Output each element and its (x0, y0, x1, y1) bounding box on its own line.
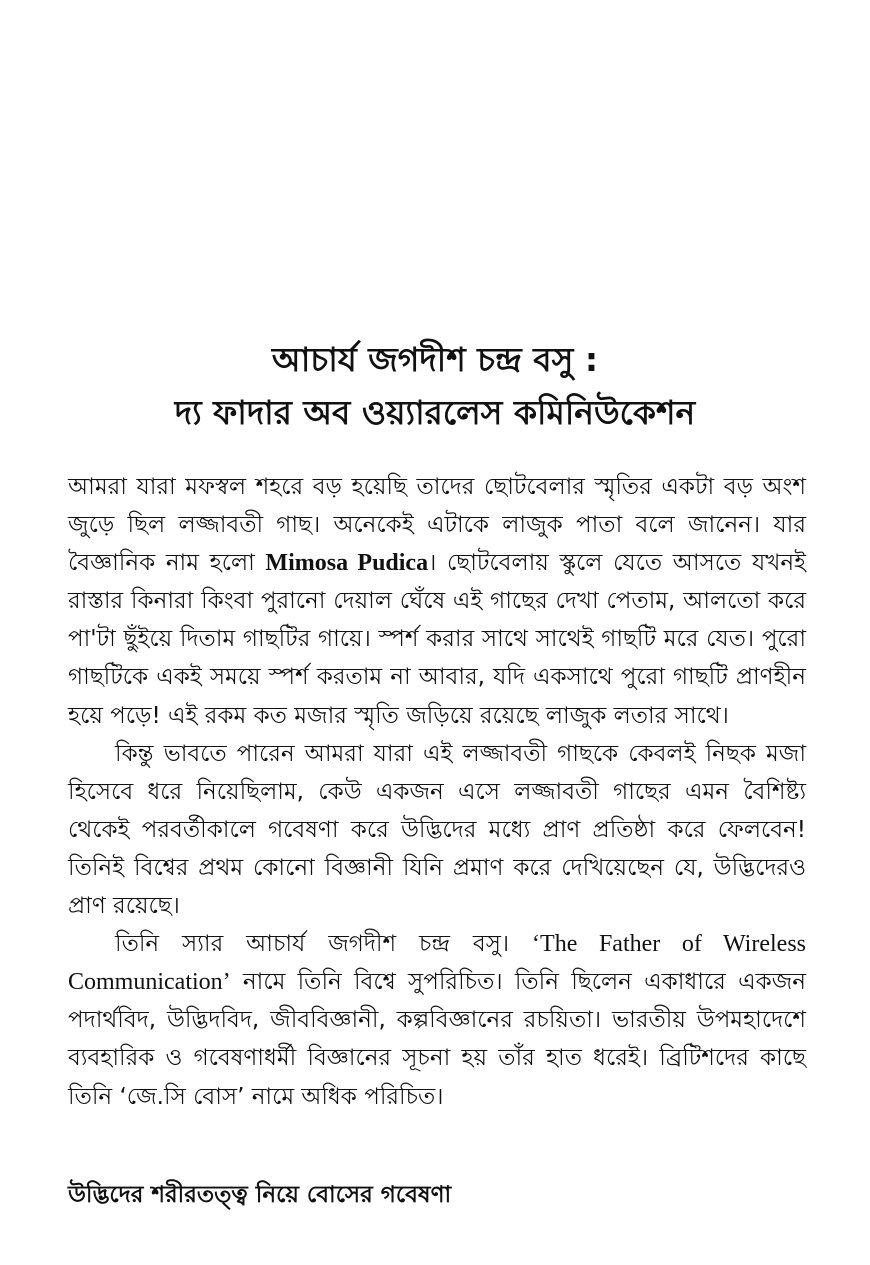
paragraph-1 (68, 468, 806, 735)
english-title-quote: ‘The Father of Wireless Communication’ (68, 931, 806, 996)
section-subheading: উদ্ভিদের শরীরতত্ত্ব নিয়ে বোসের গবেষণা (68, 1182, 452, 1208)
paragraph-3 (68, 925, 806, 1115)
chapter-title-line-2: দ্য ফাদার অব ওয়্যারলেস কমিনিউকেশন (174, 393, 696, 432)
body-text (68, 468, 806, 1116)
paragraph-3-text-a: তিনি স্যার আচার্য জগদীশ চন্দ্র বসু। (115, 931, 533, 958)
chapter-title-line-1: আচার্য জগদীশ চন্দ্র বসু : (271, 340, 599, 379)
paragraph-3-text-b: নামে তিনি বিশ্বে সুপরিচিত। তিনি ছিলেন একাধারে একজন পদার্থবিদ, উদ্ভিদবিদ, জীববিজ্ঞানী, কল্পবিজ্ঞানের রচয়িতা। ভারতীয় উপমহাদেশে ব্যবহারিক ও গবেষণাধর্মী বিজ্ঞানের সূচনা হয় তাঁর হাত ধরেই। ব্রিটিশদের কাছে তিনি ‘জে.সি বোস’ নামে অধিক পরিচিত। (68, 969, 806, 1110)
paragraph-1-text-a: আমরা যারা মফস্বল শহরে বড় হয়েছি তাদের ছোটবেলার স্মৃতির একটা বড় অংশ জুড়ে ছিল লজ্জাবতী গাছ। অনেকেই এটাকে লাজুক পাতা বলে জানেন। যার বৈজ্ঞানিক নাম হলো (68, 474, 806, 577)
paragraph-1-text-b: । ছোটবেলায় স্কুলে যেতে আসতে যখনই রাস্তার কিনারা কিংবা পুরানো দেয়াল ঘেঁষে এই গাছের দেখা পেতাম, আলতো করে পা'টা ছুঁইয়ে দিতাম গাছটির গায়ে। স্পর্শ করার সাথে সাথেই গাছটি মরে যেত। পুরো গাছটিকে একই সময়ে স্পর্শ করতাম না আবার, যদি একসাথে পুরো গাছটি প্রাণহীন হয়ে পড়ে! এই রকম কত মজার স্মৃতি জড়িয়ে রয়েছে লাজুক লতার সাথে। (68, 550, 807, 729)
paragraph-2: কিন্তু ভাবতে পারেন আমরা যারা এই লজ্জাবতী গাছকে কেবলই নিছক মজা হিসেবে ধরে নিয়েছিলাম, কেউ একজন এসে লজ্জাবতী গাছের এমন বৈশিষ্ট্য থেকেই পরবর্তীকালে গবেষণা করে উদ্ভিদের মধ্যে প্রাণ প্রতিষ্ঠা করে ফেলবেন! তিনিই বিশ্বের প্রথম কোনো বিজ্ঞানী যিনি প্রমাণ করে দেখিয়েছেন যে, উদ্ভিদেরও প্রাণ রয়েছে। (68, 740, 806, 920)
scientific-name: Mimosa Pudica (265, 550, 429, 577)
